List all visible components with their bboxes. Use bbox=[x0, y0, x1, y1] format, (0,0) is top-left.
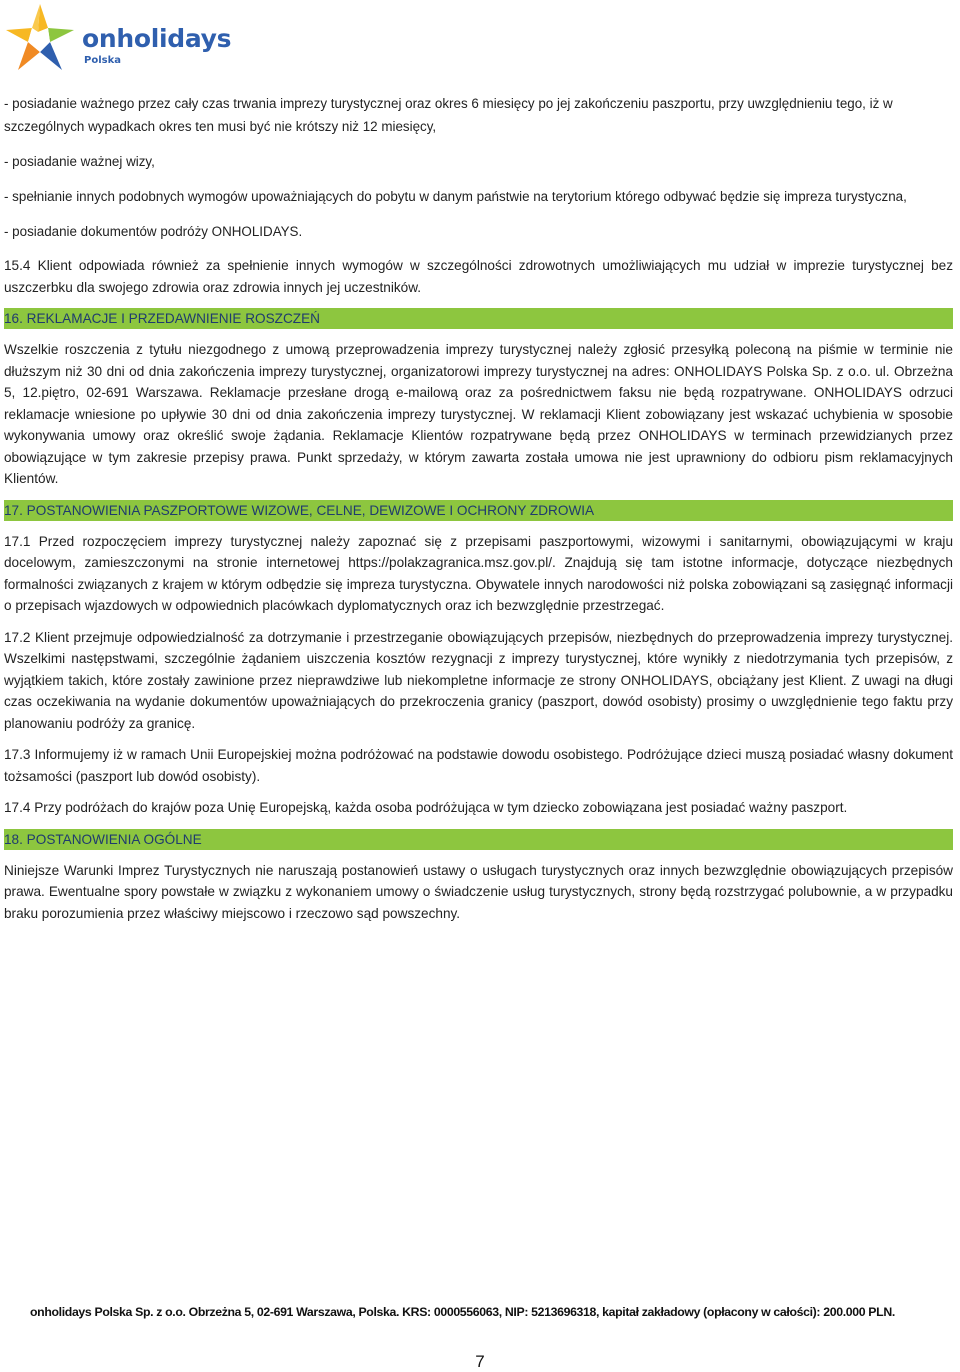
brand-country: Polska bbox=[84, 55, 121, 66]
requirement-passport: - posiadanie ważnego przez cały czas trwania imprezy turystycznej oraz okres 6 miesięcy po jej zakończeniu paszportu, przy uwzględnieniu tego, iż w szczególnych wypadkach okres ten musi być nie krótszy niż 12 miesięcy, bbox=[4, 96, 893, 134]
section-16-body: Wszelkie roszczenia z tytułu niezgodnego z umową przeprowadzenia imprezy turystycznej należy zgłosić przesyłką poleconą na piśmie w terminie nie dłuższym niż 30 dni od dnia zakończenia imprezy turystycznej, organizatorowi imprezy turystycznej na adres: ONHOLIDAYS Polska Sp. z o.o. ul. Obrzeżna 5, 12.piętro, 02-691 Warszawa. Reklamacje przesłane drogą e-mailową oraz za pośrednictwem faksu nie będą rozpatrywane. ONHOLIDAYS odrzuci reklamacje wniesione po upływie 30 dni od dnia zakończenia imprezy turystycznej. W reklamacji Klient zobowiązany jest wskazać uchybienia w sposobie wykonywania umowy oraz określić swoje żądania. Reklamacje Klientów rozpatrywane będą przez ONHOLIDAYS w terminach przewidzianych przez obowiązujące w tym zakresie przepisy prawa. Punkt sprzedaży, w którym zawarta została umowa nie jest uprawniony do odbioru pism reklamacyjnych Klientów. bbox=[4, 342, 953, 486]
page-number: 7 bbox=[475, 1352, 485, 1371]
section-18-body: Niniejsze Warunki Imprez Turystycznych nie naruszają postanowień ustawy o usługach turystycznych oraz innych bezwzględnie obowiązujących przepisów prawa. Ewentualne spory powstałe w związku z wykonaniem umowy o świadczenie usług turystycznych, strony będą rozstrzygać polubownie, a w przypadku braku porozumienia przez właściwy miejscowo i rzeczowo sąd powszechny. bbox=[4, 862, 953, 921]
requirement-visa: - posiadanie ważnej wizy, bbox=[4, 154, 155, 169]
clause-17-1: 17.1 Przed rozpoczęciem imprezy turystycznej należy zapoznać się z przepisami paszportowymi, wizowymi i sanitarnymi, obowiązującymi w kraju docelowym, zamieszczonymi na stronie internetowej https://polakzagranica.msz.gov.pl/. Znajdują się tam istotne informacje, dotyczące niezbędnych formalności związanych z krajem w którym odbędzie się impreza turystyczna. Obywatele innych narodowości niż polska zobowiązani są zasięgnąć informacji o przepisach wjazdowych w odpowiednich placówkach dyplomatycznych oraz ich bezwzględnie przestrzegać. bbox=[4, 533, 953, 613]
document-body bbox=[4, 92, 953, 934]
clause-17-3: 17.3 Informujemy iż w ramach Unii Europejskiej można podróżować na podstawie dowodu osobistego. Podróżujące dzieci muszą posiadać własny dokument tożsamości (paszport lub dowód osobisty). bbox=[4, 747, 953, 784]
company-footer: onholidays Polska Sp. z o.o. Obrzeżna 5, 02-691 Warszawa, Polska. KRS: 0000556063, NIP: 5213696318, kapitał zakładowy (opłacony w całości): 200.000 PLN. bbox=[30, 1305, 895, 1319]
requirement-other: - spełnianie innych podobnych wymogów upoważniających do pobytu w danym państwie na terytorium którego odbywać będzie się impreza turystyczna, bbox=[4, 189, 907, 204]
brand-logo bbox=[4, 2, 232, 74]
section-18-heading: 18. POSTANOWIENIA OGÓLNE bbox=[4, 829, 953, 850]
clause-15-4: 15.4 Klient odpowiada również za spełnienie innych wymogów w szczególności zdrowotnych umożliwiających mu udział w imprezie turystycznej bez uszczerbku dla swojego zdrowia oraz zdrowia innych jej uczestników. bbox=[4, 258, 953, 295]
section-16-heading: 16. REKLAMACJE I PRZEDAWNIENIE ROSZCZEŃ bbox=[4, 308, 953, 329]
requirement-documents: - posiadanie dokumentów podróży ONHOLIDAYS. bbox=[4, 224, 303, 239]
brand-name: onholidays bbox=[82, 24, 232, 53]
section-17-heading: 17. POSTANOWIENIA PASZPORTOWE WIZOWE, CELNE, DEWIZOWE I OCHRONY ZDROWIA bbox=[4, 500, 953, 521]
clause-17-2: 17.2 Klient przejmuje odpowiedzialność za dotrzymanie i przestrzeganie obowiązujących przepisów, niezbędnych do przeprowadzenia imprezy turystycznej. Wszelkimi następstwami, szczególnie żądaniem uiszczenia kosztów rezygnacji z imprezy turystycznej, które wynikły z niedotrzymania tych przepisów, z wyjątkiem takich, które zostały zawinione przez nieprawdziwe lub niekompletne informacje ze strony ONHOLIDAYS, obciążany jest Klient. Z uwagi na długi czas oczekiwania na wydanie dokumentów upoważniających do przekroczenia granicy (paszport, dowód osobisty) prosimy o uwzględnienie tego faktu przy planowaniu podróży za granicę. bbox=[4, 629, 953, 731]
clause-17-4: 17.4 Przy podróżach do krajów poza Unię Europejską, każda osoba podróżująca w tym dziecko zobowiązana jest posiadać ważny paszport. bbox=[4, 800, 848, 815]
star-logo-icon bbox=[4, 2, 76, 74]
